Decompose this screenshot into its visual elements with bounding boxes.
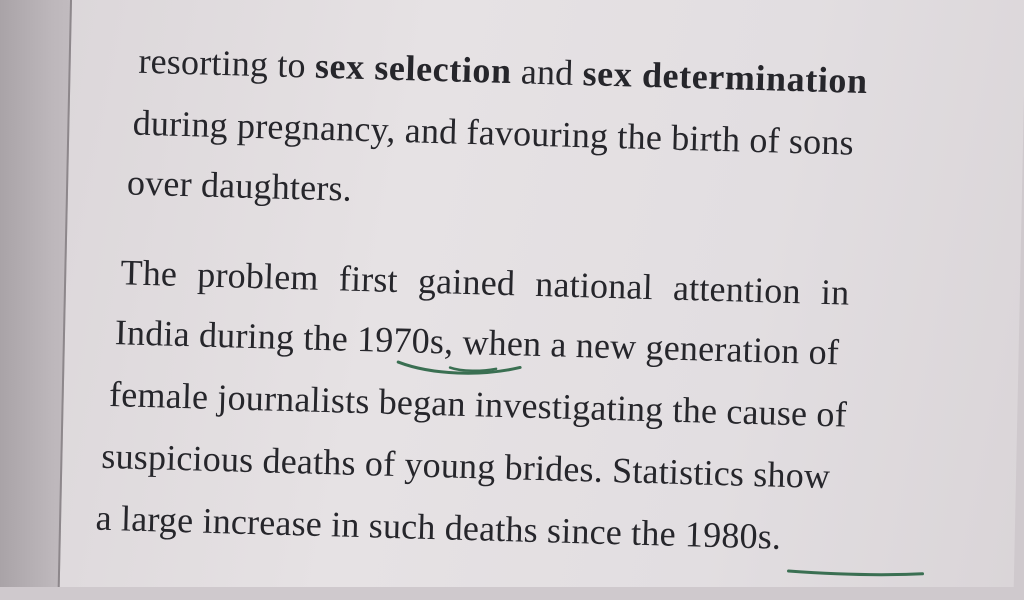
- underlined-year-1980s: 1980s: [684, 514, 773, 557]
- paragraph-1-line-2: during pregnancy, and favouring the birth of sons: [132, 102, 855, 163]
- text-segment: and: [511, 51, 584, 94]
- paragraph-1-line-1: [138, 39, 868, 103]
- paragraph-2-line-2: [114, 310, 839, 374]
- paragraph-2-line-4: suspicious deaths of young brides. Statistics show: [100, 435, 831, 497]
- text-segment: , when a new generation of: [443, 321, 840, 373]
- bold-term-sex-selection: sex selection: [314, 45, 513, 92]
- pen-underline-1980s: [782, 563, 932, 587]
- text-segment: India during the: [114, 312, 358, 359]
- text-segment: .: [771, 516, 782, 557]
- paragraph-2-line-1: The problem first gained national attention in: [120, 252, 850, 313]
- bold-term-sex-determination: sex determination: [582, 53, 869, 102]
- text-segment: resorting to: [137, 40, 316, 86]
- paragraph-1-line-3: over daughters.: [126, 162, 353, 209]
- paragraph-2-line-5: [95, 496, 782, 559]
- paragraph-2-line-3: female journalists began investigating the cause of: [108, 374, 848, 435]
- text-segment: a large increase in such deaths since the: [95, 497, 686, 555]
- underlined-year-1970s: 1970s: [356, 318, 445, 362]
